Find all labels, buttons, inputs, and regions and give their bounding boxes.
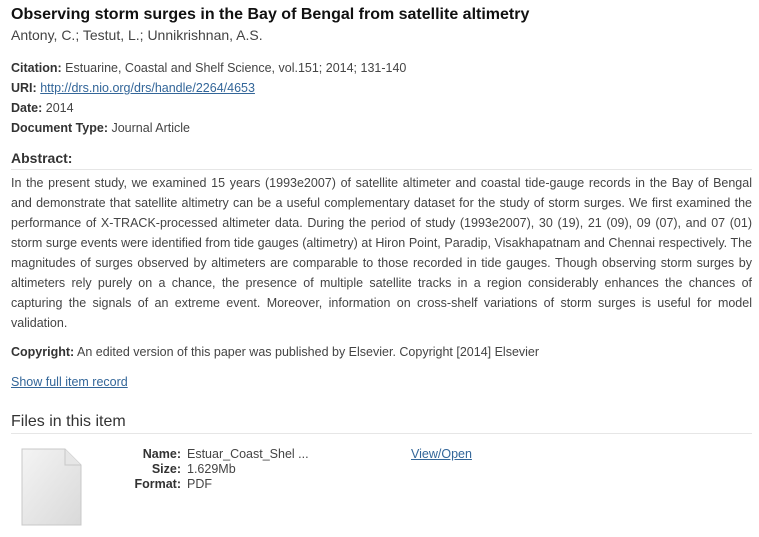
document-type-label: Document Type:: [11, 121, 108, 135]
file-name-label: Name:: [142, 447, 181, 461]
uri-label: URI:: [11, 81, 37, 95]
abstract-text: In the present study, we examined 15 years (1993e2007) of satellite altimeter and coastal tide-gauge records in the Bay of Bengal and demonstrate that satellite altimetry can be a useful complementary dataset for the study of storm surges. We first examined the performance of X-TRACK-processed altimeter data. During the period of study (1993e2007), 30 (19), 21 (09), 09 (07), and 07 (01) storm surge events were identified from tide gauges (altimetry) at Hiron Point, Paradip, Visakhapatnam and Chennai respectively. The magnitudes of surges observed by altimeters are comparable to those recorded in tide gauges. Though observing storm surges by altimeters rely purely on a chance, the presence of multiple satellite tracks in a region considerably enhances the chances of capturing the signals of an extreme event. Moreover, information on cross-shelf variations of storm surges is useful for model validation.: [11, 176, 752, 330]
file-size-label: Size:: [151, 462, 181, 476]
date-row: [11, 100, 74, 116]
file-format-value: PDF: [187, 477, 212, 491]
citation-label: Citation:: [11, 61, 62, 75]
item-authors: Antony, C.; Testut, L.; Unnikrishnan, A.S.: [11, 27, 263, 43]
uri-link[interactable]: http://drs.nio.org/drs/handle/2264/4653: [40, 81, 255, 95]
file-size-row: [123, 462, 309, 477]
show-full-record-link[interactable]: Show full item record: [11, 375, 128, 389]
document-icon: [21, 448, 82, 526]
citation-value: Estuarine, Coastal and Shelf Science, vol.151; 2014; 131-140: [65, 61, 407, 75]
file-details: [123, 447, 309, 492]
view-open-link[interactable]: View/Open: [411, 447, 472, 461]
document-type-row: [11, 120, 190, 136]
file-icon[interactable]: [21, 448, 82, 526]
uri-row: [11, 80, 255, 96]
file-name-row: [123, 447, 309, 462]
file-name-value: Estuar_Coast_Shel ...: [187, 447, 309, 461]
date-value: 2014: [45, 101, 74, 115]
citation-row: [11, 60, 406, 76]
copyright-row: [11, 344, 539, 360]
show-full-record-row: [11, 374, 128, 390]
files-heading: Files in this item: [11, 412, 752, 434]
copyright-label: Copyright:: [11, 345, 75, 359]
date-label: Date:: [11, 101, 43, 115]
document-type-value: Journal Article: [111, 121, 190, 135]
item-title: Observing storm surges in the Bay of Bengal from satellite altimetry: [11, 6, 530, 23]
file-format-row: [123, 477, 309, 492]
copyright-value: An edited version of this paper was published by Elsevier. Copyright [2014] Elsevier: [76, 345, 540, 359]
file-size-value: 1.629Mb: [187, 462, 236, 476]
file-format-label: Format:: [134, 477, 181, 491]
abstract-heading: Abstract:: [11, 149, 752, 170]
